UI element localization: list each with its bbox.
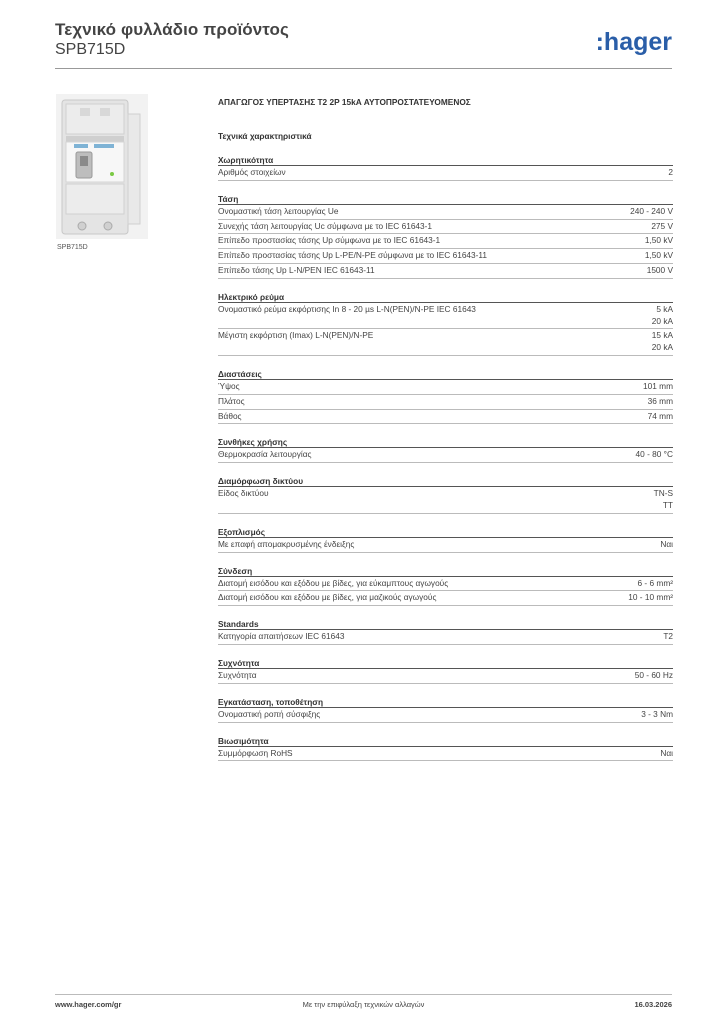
section-title: Ηλεκτρικό ρεύμα xyxy=(218,291,673,303)
spec-section xyxy=(218,696,673,723)
spec-row xyxy=(218,448,673,463)
spec-value xyxy=(652,748,673,760)
document-title: Τεχνικό φυλλάδιο προϊόντος xyxy=(55,20,289,39)
spec-row xyxy=(218,669,673,684)
section-title: Διαμόρφωση δικτύου xyxy=(218,475,673,487)
spec-row xyxy=(218,220,673,235)
spec-label: Συμμόρφωση RoHS xyxy=(218,747,293,758)
spec-section xyxy=(218,154,673,181)
footer-date: 16.03.2026 xyxy=(634,1000,672,1009)
spec-label: Επίπεδο προστασίας τάσης Up σύμφωνα με το IEC 61643-1 xyxy=(218,235,441,246)
spec-row xyxy=(218,234,673,249)
section-title: Εξοπλισμός xyxy=(218,526,673,538)
spec-label: Ύψος xyxy=(218,380,240,391)
spec-row xyxy=(218,538,673,553)
spec-row xyxy=(218,747,673,762)
section-title: Εγκατάσταση, τοποθέτηση xyxy=(218,696,673,708)
spec-value-line: 3 - 3 Nm xyxy=(641,708,673,719)
spec-value-line: 20 kA xyxy=(651,342,673,353)
spec-label: Αριθμός στοιχείων xyxy=(218,167,286,177)
spec-value-line: 2 xyxy=(668,167,673,177)
spec-label: Επίπεδο τάσης Up L-N/PEN IEC 61643-11 xyxy=(218,264,375,275)
spec-label: Ονομαστική ροπή σύσφιξης xyxy=(218,708,321,719)
spec-heading: Τεχνικά χαρακτηριστικά xyxy=(218,131,312,141)
spec-value-line: 275 V xyxy=(651,220,673,231)
spec-value-line: TT xyxy=(662,499,673,510)
spec-value xyxy=(628,449,673,461)
spec-label: Συνεχής τάση λειτουργίας Uc σύμφωνα με το IEC 61643-1 xyxy=(218,220,433,231)
header-divider xyxy=(55,68,672,69)
spec-section xyxy=(218,368,673,424)
spec-label: Διατομή εισόδου και εξόδου με βίδες, για μαζικούς αγωγούς xyxy=(218,592,437,603)
footer-url[interactable]: www.hager.com/gr xyxy=(55,1000,122,1009)
spec-value xyxy=(640,411,673,423)
spec-value-line: 240 - 240 V xyxy=(630,205,673,216)
spec-label: Μέγιστη εκφόρτιση (Imax) L-N(PEN)/N-PE xyxy=(218,330,374,341)
section-title: Βιωσιμότητα xyxy=(218,735,673,747)
spec-value-line: Ναι xyxy=(660,747,673,758)
spec-row xyxy=(218,380,673,395)
spec-section xyxy=(218,475,673,514)
spec-section xyxy=(218,193,673,279)
spec-section xyxy=(218,291,673,356)
image-caption: SPB715D xyxy=(57,244,88,251)
spec-row xyxy=(218,205,673,220)
spec-sections xyxy=(218,154,673,761)
section-title: Συχνότητα xyxy=(218,657,673,669)
spec-section xyxy=(218,526,673,553)
spec-label: Διατομή εισόδου και εξόδου με βίδες, για εύκαμπτους αγωγούς xyxy=(218,577,449,588)
spec-label: Ονομαστική τάση λειτουργίας Ue xyxy=(218,205,339,216)
spec-label: Με επαφή απομακρυσμένης ένδειξης xyxy=(218,538,355,549)
spec-value xyxy=(637,250,673,262)
page-footer xyxy=(55,1000,672,1012)
spec-row xyxy=(218,264,673,279)
spec-value-line: Ναι xyxy=(660,538,673,549)
spec-value-line: TN-S xyxy=(653,488,673,499)
spec-row xyxy=(218,487,673,514)
spec-row xyxy=(218,166,673,181)
spec-value xyxy=(644,330,673,354)
product-code: SPB715D xyxy=(55,41,126,58)
spec-value xyxy=(655,631,673,643)
spec-row xyxy=(218,630,673,645)
spec-label: Θερμοκρασία λειτουργίας xyxy=(218,449,312,460)
spec-section xyxy=(218,436,673,463)
product-name: ΑΠΑΓΩΓΟΣ ΥΠΕΡΤΑΣΗΣ Τ2 2Ρ 15kA ΑΥΤΟΠΡΟΣΤΑΤΕΥΟΜΕΝΟΣ xyxy=(218,97,471,107)
section-title: Τάση xyxy=(218,193,673,205)
footer-note: Με την επιφύλαξη τεχνικών αλλαγών xyxy=(302,1000,425,1009)
spec-value-line: 20 kA xyxy=(651,315,673,326)
spec-row xyxy=(218,410,673,425)
spec-value-line: T2 xyxy=(663,631,673,642)
spec-value-line: 1,50 kV xyxy=(644,250,673,261)
spec-label: Πλάτος xyxy=(218,395,245,406)
spec-value-line: 101 mm xyxy=(643,380,673,391)
spec-value xyxy=(652,539,673,551)
spec-value xyxy=(644,304,673,328)
spec-row xyxy=(218,708,673,723)
spec-value-line: 36 mm xyxy=(647,395,673,406)
page-header xyxy=(55,20,672,70)
spec-section xyxy=(218,657,673,684)
spec-value xyxy=(630,578,674,590)
spec-row xyxy=(218,591,673,606)
spec-value xyxy=(620,592,673,604)
spec-content xyxy=(218,96,673,761)
section-title: Standards xyxy=(218,618,673,630)
product-image xyxy=(56,94,148,239)
spec-row xyxy=(218,329,673,356)
spec-value xyxy=(640,396,673,408)
spec-value-line: 6 - 6 mm² xyxy=(637,577,673,588)
spec-value xyxy=(643,221,673,233)
spec-row xyxy=(218,577,673,592)
spec-value-line: 5 kA xyxy=(656,303,673,314)
spec-value xyxy=(639,265,673,277)
spec-value xyxy=(637,235,673,247)
spec-value xyxy=(635,381,673,393)
spec-label: Επίπεδο προστασίας τάσης Up L-PE/N-PE σύμφωνα με το IEC 61643-11 xyxy=(218,250,488,261)
spec-row xyxy=(218,303,673,330)
spec-value-line: 74 mm xyxy=(647,410,673,421)
spec-label: Ονομαστικό ρεύμα εκφόρτισης In 8 - 20 µs L-N(PEN)/N-PE IEC 61643 xyxy=(218,303,476,314)
spec-value xyxy=(660,167,673,179)
spec-row xyxy=(218,249,673,264)
spec-label: Βάθος xyxy=(218,410,242,421)
section-title: Σύνδεση xyxy=(218,565,673,577)
spec-section xyxy=(218,618,673,645)
spec-value-line: 1,50 kV xyxy=(644,235,673,246)
spec-value xyxy=(627,670,673,682)
spec-value-line: 1500 V xyxy=(646,264,673,275)
spec-section xyxy=(218,735,673,762)
spec-section xyxy=(218,565,673,607)
hager-logo xyxy=(586,28,672,56)
logo-text: :hager xyxy=(595,28,672,56)
spec-row xyxy=(218,395,673,410)
spec-label: Είδος δικτύου xyxy=(218,488,269,499)
section-title: Διαστάσεις xyxy=(218,368,673,380)
footer-divider xyxy=(55,994,672,995)
spec-value xyxy=(646,488,673,512)
spec-value xyxy=(622,206,673,218)
section-title: Χωρητικότητα xyxy=(218,154,673,166)
spec-label: Κατηγορία απαιτήσεων IEC 61643 xyxy=(218,631,345,642)
spec-value-line: 40 - 80 °C xyxy=(635,449,673,460)
spec-value-line: 50 - 60 Hz xyxy=(634,669,673,680)
section-title: Συνθήκες χρήσης xyxy=(218,436,673,448)
spec-value xyxy=(633,709,673,721)
spec-value-line: 15 kA xyxy=(651,330,673,341)
spec-label: Συχνότητα xyxy=(218,669,257,680)
spec-value-line: 10 - 10 mm² xyxy=(628,592,673,603)
